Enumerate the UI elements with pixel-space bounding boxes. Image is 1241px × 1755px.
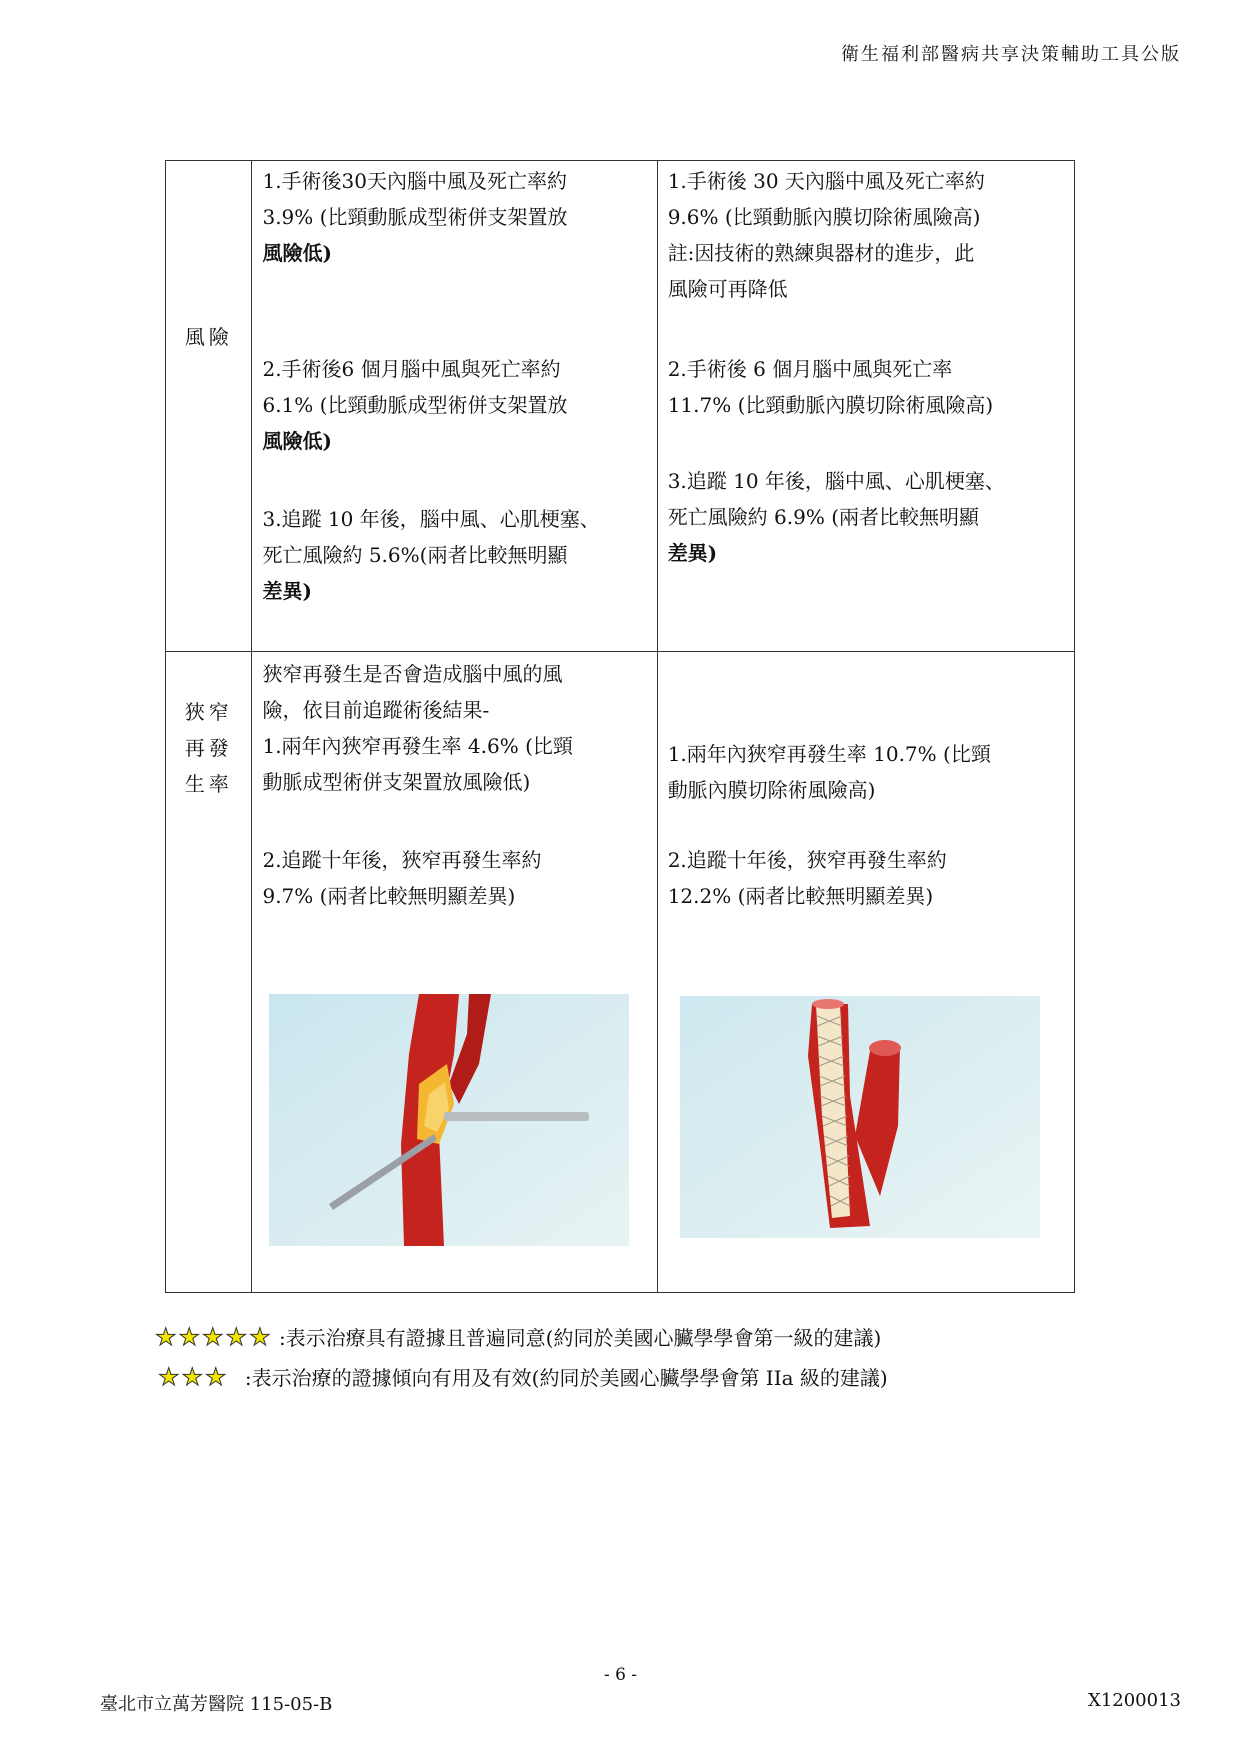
risk-b-p1: 1.手術後 30 天內腦中風及死亡率約 bbox=[667, 169, 985, 193]
three-star-icon: ★★★ bbox=[158, 1363, 229, 1391]
stenosis-label-line-2: 再發 bbox=[184, 736, 233, 760]
stenosis-stent-cell bbox=[657, 652, 1074, 1293]
stenosis-row bbox=[166, 652, 1075, 1293]
risk-b-p3b: 死亡風險約 6.9% (兩者比較無明顯 bbox=[667, 505, 980, 529]
footer-doc-code: X1200013 bbox=[1088, 1690, 1181, 1711]
five-star-text: :表示治療具有證據且普遍同意(約同於美國心臟學學會第一級的建議) bbox=[278, 1326, 882, 1350]
page-number: - 6 - bbox=[603, 1665, 638, 1685]
risk-a-p2c: 風險低) bbox=[262, 429, 332, 453]
sten-a-p1: 1.兩年內狹窄再發生率 4.6% (比頸 bbox=[262, 734, 573, 758]
risk-a-p3: 3.追蹤 10 年後，腦中風、心肌梗塞、 bbox=[262, 507, 600, 531]
sten-a-intro2: 險，依目前追蹤術後結果- bbox=[262, 698, 490, 722]
sten-a-p2: 2.追蹤十年後，狹窄再發生率約 bbox=[262, 848, 542, 872]
risk-endarterectomy-cell bbox=[252, 161, 657, 652]
risk-b-p2: 2.手術後 6 個月腦中風與死亡率 bbox=[667, 357, 953, 381]
stenosis-label-cell bbox=[166, 652, 252, 1293]
stenosis-label-line-3: 生率 bbox=[184, 772, 233, 796]
stenosis-endarterectomy-cell bbox=[252, 652, 657, 1293]
comparison-table bbox=[165, 160, 1075, 1293]
sten-a-intro1: 狹窄再發生是否會造成腦中風的風 bbox=[262, 662, 563, 686]
document-header: 衛生福利部醫病共享決策輔助工具公版 bbox=[841, 44, 1181, 65]
risk-label-cell bbox=[166, 161, 252, 652]
sten-a-p1b: 動脈成型術併支架置放風險低) bbox=[262, 770, 531, 794]
risk-label: 風險 bbox=[184, 325, 233, 349]
legend-five-star bbox=[155, 1322, 881, 1351]
sten-a-p2b: 9.7% (兩者比較無明顯差異) bbox=[262, 884, 516, 908]
five-star-icon: ★★★★★ bbox=[155, 1323, 273, 1351]
risk-a-p2b: 6.1% (比頸動脈成型術併支架置放 bbox=[262, 393, 568, 417]
risk-b-p2b: 11.7% (比頸動脈內膜切除術風險高) bbox=[667, 393, 994, 417]
risk-a-p1: 1.手術後30天內腦中風及死亡率約 bbox=[262, 169, 567, 193]
risk-b-p3c: 差異) bbox=[667, 541, 718, 565]
endarterectomy-illustration bbox=[269, 994, 629, 1246]
risk-b-note2: 風險可再降低 bbox=[667, 277, 788, 301]
sten-b-p1: 1.兩年內狹窄再發生率 10.7% (比頸 bbox=[667, 742, 991, 766]
sten-b-p1b: 動脈內膜切除術風險高) bbox=[667, 778, 876, 802]
risk-b-p1b: 9.6% (比頸動脈內膜切除術風險高) bbox=[667, 205, 981, 229]
risk-a-p3c: 差異) bbox=[262, 579, 312, 603]
risk-a-p1b: 3.9% (比頸動脈成型術併支架置放 bbox=[262, 205, 568, 229]
footer-hospital: 臺北市立萬芳醫院 115-05-B bbox=[100, 1694, 333, 1715]
three-star-text: :表示治療的證據傾向有用及有效(約同於美國心臟學學會第 IIa 級的建議) bbox=[244, 1366, 888, 1390]
legend-three-star bbox=[158, 1362, 888, 1391]
sten-b-p2b: 12.2% (兩者比較無明顯差異) bbox=[667, 884, 934, 908]
risk-row bbox=[166, 161, 1075, 652]
sten-b-p2: 2.追蹤十年後，狹窄再發生率約 bbox=[667, 848, 947, 872]
risk-a-p1c: 風險低) bbox=[262, 241, 332, 265]
risk-stent-cell bbox=[657, 161, 1074, 652]
risk-b-note1: 註:因技術的熟練與器材的進步，此 bbox=[667, 241, 975, 265]
stent-illustration bbox=[680, 996, 1040, 1238]
risk-b-p3: 3.追蹤 10 年後，腦中風、心肌梗塞、 bbox=[667, 469, 1005, 493]
risk-a-p2: 2.手術後6 個月腦中風與死亡率約 bbox=[262, 357, 561, 381]
stenosis-label-line-1: 狹窄 bbox=[184, 700, 233, 724]
risk-a-p3b: 死亡風險約 5.6%(兩者比較無明顯 bbox=[262, 543, 568, 567]
